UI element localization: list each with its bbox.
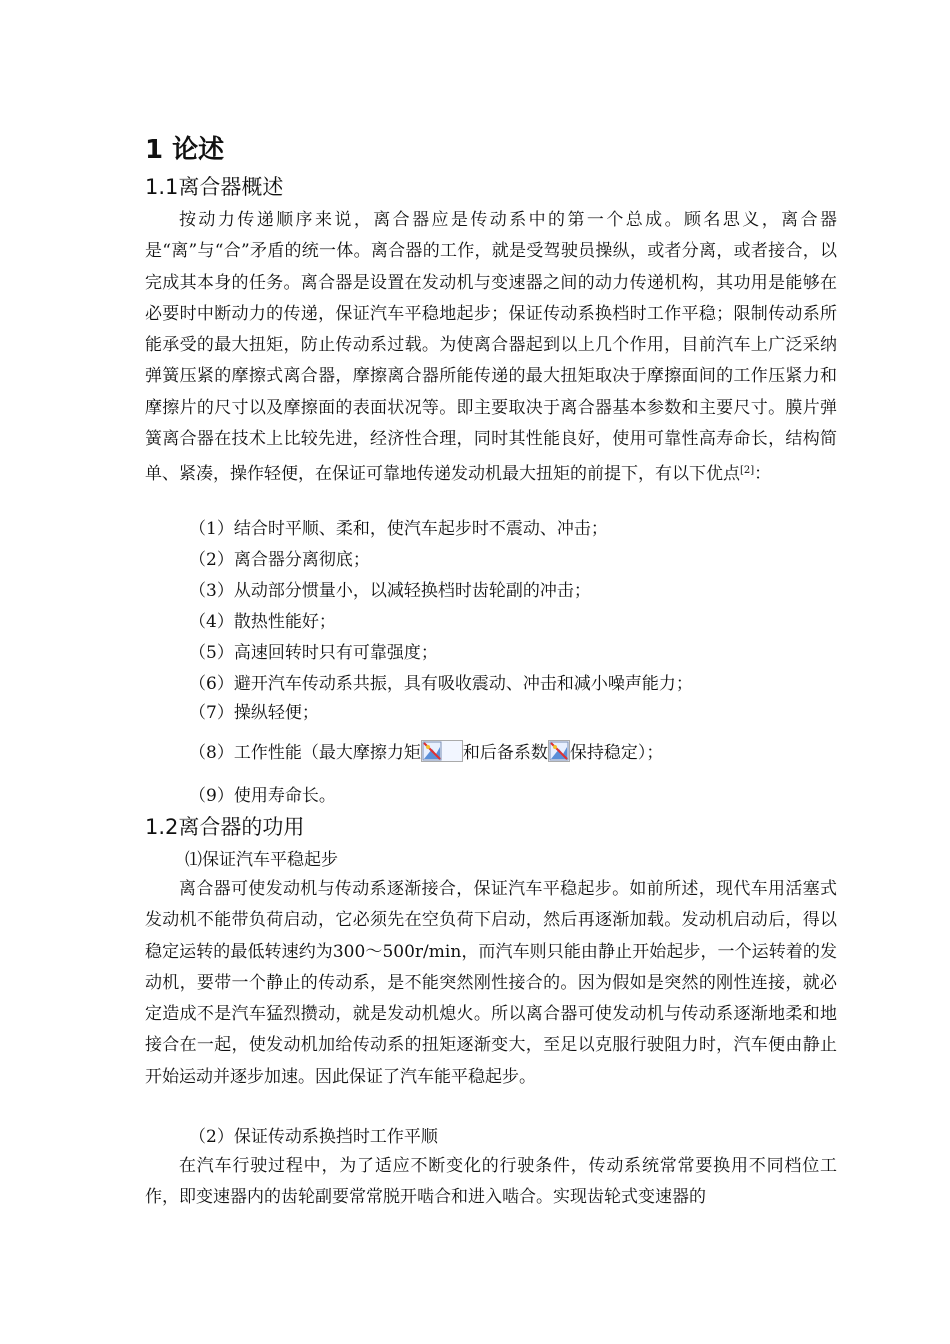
list-item: （3）从动部分惯量小，以减轻换档时齿轮副的冲击； [189, 581, 591, 601]
section-title-1-1: 1.1离合器概述 [145, 175, 284, 199]
section-title-1-2: 1.2离合器的功用 [145, 815, 305, 839]
list-item: （6）避开汽车传动系共振，具有吸收震动、冲击和减小噪声能力； [189, 674, 693, 694]
item8-text-a: （8）工作性能（最大摩擦力矩 [189, 743, 421, 763]
list-item-8 [189, 738, 663, 768]
chapter-title: 1 论述 [145, 135, 225, 165]
citation-ref[interactable]: [2] [740, 465, 755, 477]
list-item: （2）离合器分离彻底； [189, 550, 370, 570]
subheading-smooth-shift: （2）保证传动系换挡时工作平顺 [189, 1127, 438, 1147]
list-item: （7）操纵轻便； [189, 703, 319, 723]
missing-formula-image-icon [421, 740, 463, 762]
smooth-shift-paragraph: 在汽车行驶过程中，为了适应不断变化的行驶条件，传动系统常常要换用不同档位工作，即变速器内的齿轮副要常常脱开啮合和进入啮合。实现齿轮式变速器的 [145, 1156, 837, 1208]
item8-text-c: 保持稳定）； [569, 743, 664, 763]
subheading-smooth-start: ⑴保证汽车平稳起步 [185, 850, 338, 870]
list-item: （9）使用寿命长。 [189, 786, 336, 806]
list-item: （1）结合时平顺、柔和，使汽车起步时不震动、冲击； [189, 519, 608, 539]
smooth-start-paragraph: 离合器可使发动机与传动系逐渐接合，保证汽车平稳起步。如前所述，现代车用活塞式发动机不能带负荷启动，它必须先在空负荷下启动，然后再逐渐加载。发动机启动后，得以稳定运转的最低转速约为300～500r/min，而汽车则只能由静止开始起步，一个运转着的发动机，要带一个静止的传动系，是不能突然刚性接合的。因为假如是突然的刚性连接，就必定造成不是汽车猛烈攒动，就是发动机熄火。所以离合器可使发动机与传动系逐渐地柔和地接合在一起，使发动机加给传动系的扭矩逐渐变大，至足以克服行驶阻力时，汽车便由静止开始运动并逐步加速。因此保证了汽车能平稳起步。 [145, 879, 837, 1087]
overview-text: 按动力传递顺序来说，离合器应是传动系中的第一个总成。顾名思义，离合器是“离”与“合”矛盾的统一体。离合器的工作，就是受驾驶员操纵，或者分离，或者接合，以完成其本身的任务。离合器是设置在发动机与变速器之间的动力传递机构，其功用是能够在必要时中断动力的传递，保证汽车平稳地起步；保证传动系换档时工作平稳；限制传动系所能承受的最大扭矩，防止传动系过载。为使离合器起到以上几个作用，目前汽车上广泛采纳弹簧压紧的摩擦式离合器，摩擦离合器所能传递的最大扭矩取决于摩擦面间的工作压紧力和摩擦片的尺寸以及摩擦面的表面状况等。即主要取决于离合器基本参数和主要尺寸。膜片弹簧离合器在技术上比较先进，经济性合理，同时其性能良好，使用可靠性高寿命长，结构简单、紧凑，操作轻便，在保证可靠地传递发动机最大扭矩的前提下，有以下优点 [145, 210, 837, 485]
overview-paragraph [145, 205, 837, 491]
list-item: （4）散热性能好； [189, 612, 336, 632]
overview-end: ： [754, 464, 772, 485]
item8-text-b: 和后备系数 [462, 743, 548, 763]
missing-formula-image-icon [548, 740, 570, 762]
list-item: （5）高速回转时只有可靠强度； [189, 643, 438, 663]
